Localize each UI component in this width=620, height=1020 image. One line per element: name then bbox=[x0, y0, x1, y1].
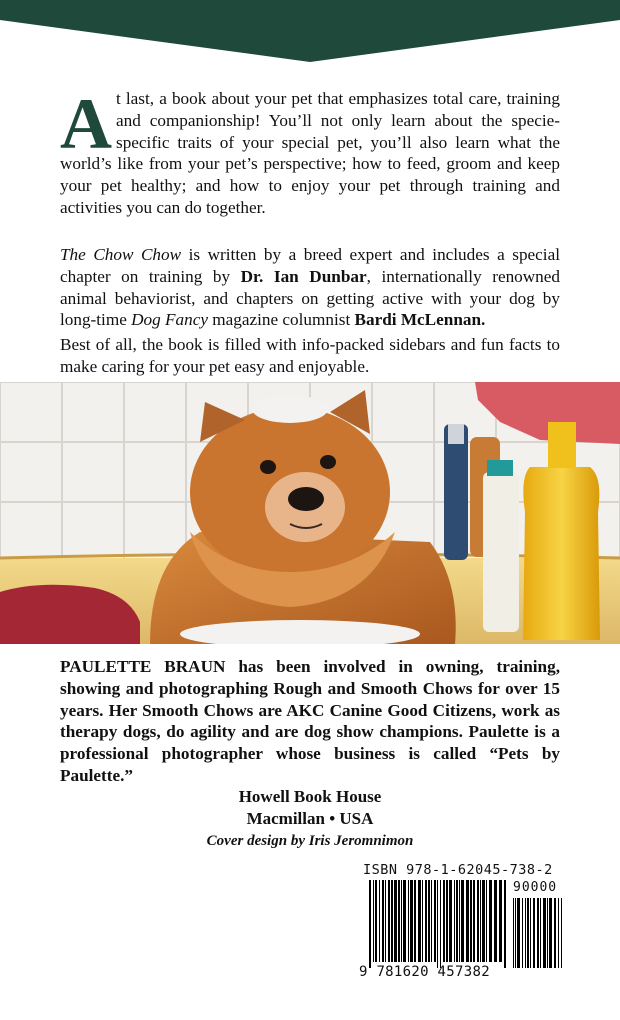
barcode-stripe bbox=[391, 880, 393, 962]
barcode-stripe bbox=[369, 880, 371, 968]
barcode-stripe bbox=[459, 880, 460, 962]
barcode-stripe bbox=[489, 880, 492, 962]
addon-stripe bbox=[515, 898, 516, 968]
barcode-stripe bbox=[443, 880, 445, 962]
addon-stripe bbox=[533, 898, 535, 968]
barcode-stripe bbox=[398, 880, 400, 962]
barcode-stripe bbox=[477, 880, 479, 962]
barcode-stripe bbox=[482, 880, 485, 962]
addon-stripe bbox=[522, 898, 523, 968]
barcode-stripe bbox=[379, 880, 380, 962]
barcode-area bbox=[357, 862, 572, 1002]
barcode-stripe bbox=[446, 880, 448, 962]
addon-stripe bbox=[543, 898, 546, 968]
addon-stripe bbox=[558, 898, 559, 968]
barcode-stripe bbox=[375, 880, 377, 962]
barcode-stripe bbox=[431, 880, 432, 962]
barcode-stripe bbox=[456, 880, 458, 962]
addon-stripe bbox=[540, 898, 541, 968]
addon-stripe bbox=[525, 898, 526, 968]
barcode-stripe bbox=[466, 880, 469, 962]
barcode-stripe bbox=[470, 880, 472, 962]
drop-cap: A bbox=[60, 84, 112, 164]
ean-digits: 9 781620 457382 bbox=[359, 964, 490, 980]
addon-stripe bbox=[530, 898, 531, 968]
addon-stripe bbox=[537, 898, 539, 968]
book-title: The Chow Chow bbox=[60, 245, 182, 264]
publisher-imprint: Macmillan • USA bbox=[246, 809, 374, 828]
barcode-stripe bbox=[437, 880, 438, 968]
barcode-stripe bbox=[449, 880, 452, 962]
cover-design-credit: Cover design by Iris Jeromnimon bbox=[206, 833, 414, 849]
barcode-stripe bbox=[454, 880, 455, 962]
barcode-stripe bbox=[408, 880, 409, 962]
addon-stripe bbox=[549, 898, 552, 968]
trainer-name: Dr. Ian Dunbar bbox=[240, 266, 367, 286]
barcode-stripe bbox=[403, 880, 406, 962]
barcode-stripe bbox=[499, 880, 502, 962]
barcode-stripe bbox=[414, 880, 416, 962]
addon-stripe bbox=[513, 898, 514, 968]
chow-bath-photo bbox=[0, 382, 620, 644]
barcode-stripe bbox=[418, 880, 421, 962]
publisher-block bbox=[60, 786, 560, 852]
header-band bbox=[0, 0, 620, 64]
author-bio: PAULETTE BRAUN has been involved in owning, training, showing and photographing Rough and Smooth Chows for over 15 years. Her Smooth Chows are AKC Canine Good Citizens, work as therapy dogs, do agility and are dog show champions. Paulette is a professional photographer whose business is called “Pets by Paulette.” bbox=[60, 657, 560, 785]
barcode-bars bbox=[357, 862, 572, 1002]
price-addon-text: 90000 bbox=[513, 880, 558, 895]
columnist-name: Bardi McLennan. bbox=[354, 310, 486, 330]
barcode-stripe bbox=[410, 880, 413, 962]
magazine-name: Dog Fancy bbox=[131, 310, 208, 330]
barcode-stripe bbox=[434, 880, 436, 962]
intro-paragraph: At last, a book about your pet that emphasizes total care, training and companionship! You’ll not only learn about the specie-specific traits of your special pet, you’ll also learn what the world’s like from your pet’s perspective; how to feed, groom and keep your pet healthy; and how to enjoy your pet through training and activities you can do together. bbox=[60, 84, 560, 217]
barcode-stripe bbox=[388, 880, 390, 962]
barcode-stripe bbox=[473, 880, 475, 962]
isbn-text: ISBN 978-1-62045-738-2 bbox=[363, 862, 553, 878]
barcode-stripe bbox=[486, 880, 487, 962]
addon-stripe bbox=[554, 898, 556, 968]
barcode-stripe bbox=[385, 880, 386, 962]
barcode-stripe bbox=[425, 880, 427, 962]
barcode-stripe bbox=[480, 880, 481, 962]
barcode-stripe bbox=[382, 880, 384, 962]
barcode-stripe bbox=[401, 880, 402, 962]
addon-stripe bbox=[561, 898, 562, 968]
barcode-stripe bbox=[373, 880, 374, 962]
barcode-stripe bbox=[428, 880, 430, 962]
author-paragraph: The Chow Chow is written by a breed expert and includes a special chapter on training by Dr. Ian Dunbar, internationally renowned animal behaviorist, and chapters on getting active with your dog by long-time Dog Fancy magazine columnist Bardi McLennan. bbox=[60, 245, 560, 330]
addon-stripe bbox=[527, 898, 529, 968]
barcode-stripe bbox=[394, 880, 397, 962]
barcode-stripe bbox=[440, 880, 441, 968]
barcode-stripe bbox=[504, 880, 506, 968]
barcode-stripe bbox=[461, 880, 464, 962]
publisher-name: Howell Book House bbox=[238, 787, 382, 806]
barcode-stripe bbox=[494, 880, 497, 962]
addon-stripe bbox=[517, 898, 520, 968]
addon-stripe bbox=[547, 898, 548, 968]
closing-paragraph: Best of all, the book is filled with info-packed sidebars and fun facts to make caring for your pet easy and enjoyable. bbox=[60, 335, 560, 376]
barcode-stripe bbox=[422, 880, 423, 962]
